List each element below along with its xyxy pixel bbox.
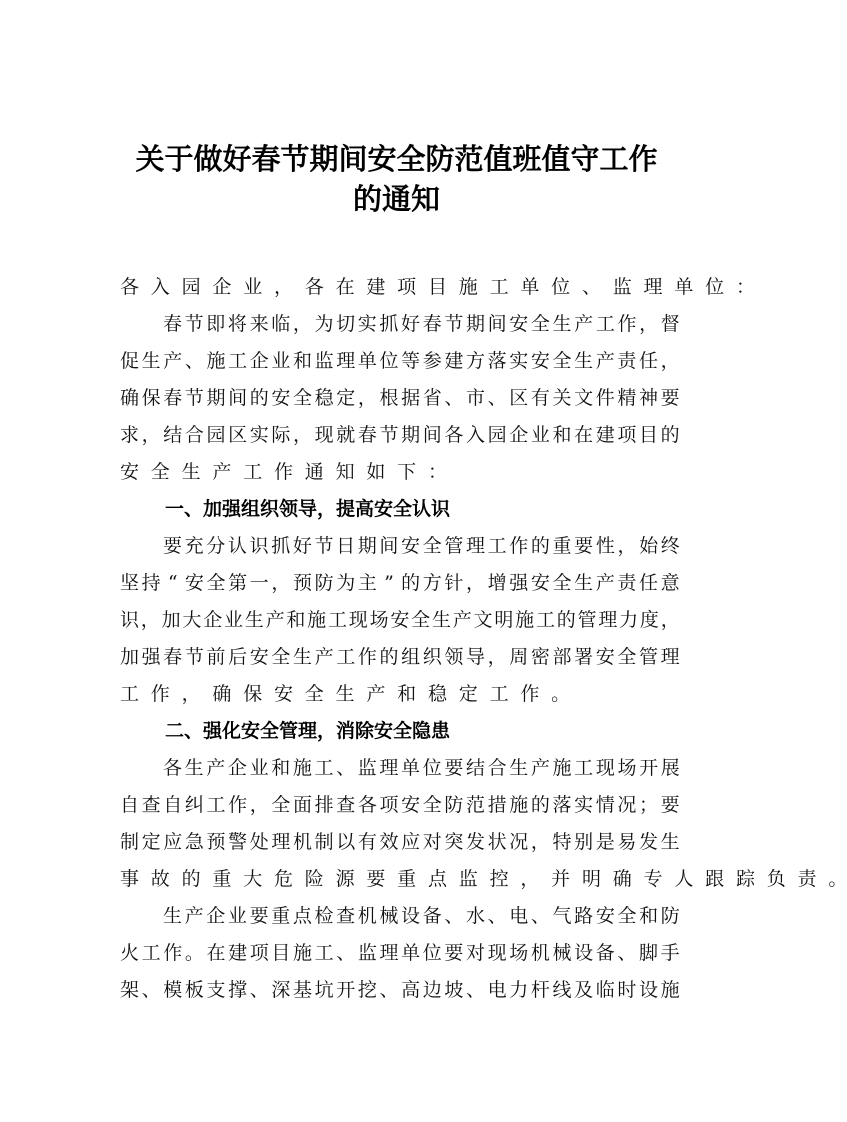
body-text-line: 确 保 春 节 期 间 的 安 全 稳 定 ， 根 据 省 、 市 、 区 有 关 文 件 精 神 要 xyxy=(120,387,680,409)
body-text-line: 架 、 模 板 支 撑 、 深 基 坑 开 挖 、 高 边 坡 、 电 力 杆 线 及 临 时 设 施 xyxy=(120,979,680,1001)
body-text-line: 促 生 产 、 施 工 企 业 和 监 理 单 位 等 参 建 方 落 实 安 全 生 产 责 任 ， xyxy=(120,350,680,372)
body-text-line: 生 产 企 业 要 重 点 检 查 机 械 设 备 、 水 、 电 、 气 路 安 全 和 防 xyxy=(163,905,680,927)
body-text-line: 求 ， 结 合 园 区 实 际 ， 现 就 春 节 期 间 各 入 园 企 业 和 在 建 项 目 的 xyxy=(120,424,680,446)
body-text-line: 要 充 分 认 识 抓 好 节 日 期 间 安 全 管 理 工 作 的 重 要 性 ， 始 终 xyxy=(163,535,680,557)
body-text-line: 识 ， 加 大 企 业 生 产 和 施 工 现 场 安 全 生 产 文 明 施 工 的 管 理 力 度 ， xyxy=(120,609,680,631)
body-text-line: 各 生 产 企 业 和 施 工 、 监 理 单 位 要 结 合 生 产 施 工 现 场 开 展 xyxy=(163,757,680,779)
body-text-line: 安 全 生 产 工 作 通 知 如 下 ： xyxy=(120,461,447,483)
body-text-line: 事 故 的 重 大 危 险 源 要 重 点 监 控 ， 并 明 确 专 人 跟 踪 负 责 。 xyxy=(120,868,847,890)
body-text-line: 制 定 应 急 预 警 处 理 机 制 以 有 效 应 对 突 发 状 况 ， 特 别 是 易 发 生 xyxy=(120,831,680,853)
body-text-line: 自 查 自 纠 工 作 ， 全 面 排 查 各 项 安 全 防 范 措 施 的 落 实 情 况 ； 要 xyxy=(120,794,680,816)
body-text-line: 工 作 ， 确 保 安 全 生 产 和 稳 定 工 作 。 xyxy=(120,683,571,705)
section-heading: 二、强化安全管理，消除安全隐患 xyxy=(165,720,451,742)
document-title-line-2: 的通知 xyxy=(352,182,440,216)
body-text-line: 火 工 作 。 在 建 项 目 施 工 、 监 理 单 位 要 对 现 场 机 械 设 备 、 脚 手 xyxy=(120,942,680,964)
body-text-line: 春 节 即 将 来 临 ， 为 切 实 抓 好 春 节 期 间 安 全 生 产 工 作 ， 督 xyxy=(163,313,680,335)
body-text-line: 各 入 园 企 业 ， 各 在 建 项 目 施 工 单 位 、 监 理 单 位 ： xyxy=(120,276,755,298)
section-heading: 一、加强组织领导，提高安全认识 xyxy=(165,498,451,520)
body-text-line: 加 强 春 节 前 后 安 全 生 产 工 作 的 组 织 领 导 ， 周 密 部 署 安 全 管 理 xyxy=(120,646,680,668)
document-title-line-1: 关于做好春节期间安全防范值班值守工作 xyxy=(135,142,658,176)
body-text-line: 坚 持 “ 安 全 第 一 ， 预 防 为 主 ” 的 方 针 ， 增 强 安 全 生 产 责 任 意 xyxy=(120,572,680,594)
